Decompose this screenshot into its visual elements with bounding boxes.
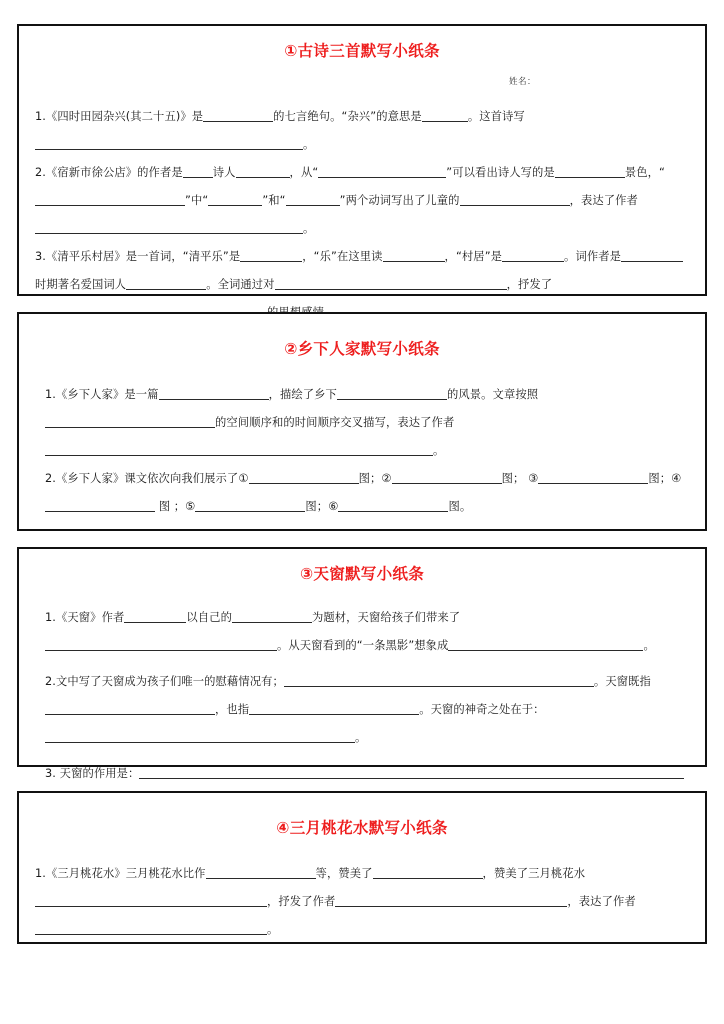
fill-in-blank[interactable] xyxy=(183,165,213,178)
question-text-run: 1.《乡下人家》是一篇 xyxy=(45,387,159,401)
fill-in-blank[interactable] xyxy=(422,109,468,122)
question-text-run: 。 xyxy=(643,638,655,652)
fill-in-blank[interactable] xyxy=(460,193,570,206)
question-s1-q2 xyxy=(19,159,705,243)
fill-in-blank[interactable] xyxy=(206,866,316,879)
question-text-run: 。全词通过对 xyxy=(206,277,275,291)
question-text-run: 2.《宿新市徐公店》的作者是 xyxy=(35,165,183,179)
fill-in-blank[interactable] xyxy=(232,610,312,623)
section-1-title: ①古诗三首默写小纸条 xyxy=(284,42,440,60)
fill-in-blank[interactable] xyxy=(236,165,290,178)
question-text-run: 为题材，天窗给孩子们带来了 xyxy=(311,610,461,624)
question-text-run: ，从“ xyxy=(289,165,319,179)
fill-in-blank[interactable] xyxy=(621,249,683,262)
fill-in-blank[interactable] xyxy=(35,894,267,907)
question-text-run: 。 xyxy=(267,922,279,936)
question-text-run: ，“村居”是 xyxy=(444,249,503,263)
question-text-run: 。 xyxy=(355,730,367,744)
question-text-run: 图 ；⑤ xyxy=(155,499,196,513)
name-field-label: 姓名： xyxy=(509,76,537,87)
fill-in-blank[interactable] xyxy=(208,193,262,206)
question-text-run: 的时间顺序交叉描写，表达了作者 xyxy=(283,415,455,429)
question-text-run: 的空间顺序和 xyxy=(215,415,284,429)
fill-in-blank[interactable] xyxy=(35,137,303,150)
question-text-run: 图；④ xyxy=(648,471,682,485)
question-text-run: ，抒发了 xyxy=(506,277,553,291)
section-4-questions xyxy=(19,860,705,944)
fill-in-blank[interactable] xyxy=(318,165,446,178)
question-text-run: ”和“ xyxy=(262,193,286,207)
section-4-title: ④三月桃花水默写小纸条 xyxy=(276,819,448,837)
fill-in-blank[interactable] xyxy=(373,866,483,879)
section-3-questions xyxy=(19,604,705,816)
question-text-run: 诗人 xyxy=(212,165,236,179)
fill-in-blank[interactable] xyxy=(383,249,445,262)
question-text-run: 1.《三月桃花水》三月桃花水比作 xyxy=(35,866,206,880)
question-text-run: 。从天窗看到的“一条黑影”想象成 xyxy=(277,638,449,652)
question-text-run: 。这首诗写 xyxy=(467,109,525,123)
question-text-run: ，也指 xyxy=(215,702,250,716)
question-s2-q2 xyxy=(19,465,705,521)
question-text-run: ，描绘了乡下 xyxy=(268,387,337,401)
question-text-run: 。 xyxy=(303,137,315,151)
fill-in-blank[interactable] xyxy=(35,221,303,234)
question-text-run: 。 xyxy=(433,443,445,457)
question-text-run: ，“乐”在这里读 xyxy=(302,249,383,263)
fill-in-blank[interactable] xyxy=(45,730,355,743)
question-text-run: 1.《天窗》作者 xyxy=(45,610,125,624)
question-s2-q1 xyxy=(19,381,705,465)
question-text-run: ”两个动词写出了儿童的 xyxy=(339,193,460,207)
fill-in-blank[interactable] xyxy=(45,638,277,651)
fill-in-blank[interactable] xyxy=(124,610,186,623)
question-text-run: 。天窗的神奇之处在于： xyxy=(419,702,545,716)
question-text-run: ”中“ xyxy=(185,193,209,207)
question-text-run: ，抒发了作者 xyxy=(267,894,336,908)
question-s1-q1 xyxy=(19,103,705,159)
spacer xyxy=(19,752,705,760)
fill-in-blank[interactable] xyxy=(275,277,507,290)
question-text-run: 景色，“ xyxy=(624,165,665,179)
fill-in-blank[interactable] xyxy=(555,165,625,178)
question-text-run: 时期著名爱国词人 xyxy=(35,277,127,291)
question-text-run: 图。 xyxy=(448,499,472,513)
fill-in-blank[interactable] xyxy=(139,766,684,779)
section-box-2 xyxy=(17,312,707,531)
question-text-run: 2.文中写了天窗成为孩子们唯一的慰藉情况有； xyxy=(45,674,284,688)
fill-in-blank[interactable] xyxy=(126,277,206,290)
section-box-4 xyxy=(17,791,707,944)
fill-in-blank[interactable] xyxy=(240,249,302,262)
fill-in-blank[interactable] xyxy=(159,387,269,400)
section-box-1 xyxy=(17,24,707,296)
question-text-run: 图； ③ xyxy=(501,471,539,485)
fill-in-blank[interactable] xyxy=(338,499,448,512)
question-text-run: 以自己的 xyxy=(186,610,232,624)
question-text-run: 1.《四时田园杂兴(其二十五)》是 xyxy=(35,109,204,123)
question-text-run: ，表达了作者 xyxy=(567,894,636,908)
spacer xyxy=(19,660,705,668)
fill-in-blank[interactable] xyxy=(195,499,305,512)
fill-in-blank[interactable] xyxy=(284,674,594,687)
question-text-run: 。天窗既指 xyxy=(593,674,651,688)
question-text-run: 的风景。文章按照 xyxy=(446,387,539,401)
section-1-questions xyxy=(19,103,705,327)
fill-in-blank[interactable] xyxy=(286,193,340,206)
question-text-run: 2.《乡下人家》课文依次向我们展示了① xyxy=(45,471,249,485)
question-text-run: 图；⑥ xyxy=(305,499,339,513)
fill-in-blank[interactable] xyxy=(45,443,433,456)
question-text-run: ”可以看出诗人写的是 xyxy=(446,165,555,179)
fill-in-blank[interactable] xyxy=(502,249,564,262)
section-3-title: ③天窗默写小纸条 xyxy=(299,565,425,583)
question-text-run: ，表达了作者 xyxy=(569,193,638,207)
fill-in-blank[interactable] xyxy=(35,922,267,935)
section-2-questions xyxy=(19,381,705,521)
fill-in-blank[interactable] xyxy=(392,471,502,484)
question-text-run: 。词作者是 xyxy=(564,249,622,263)
question-text-run: ，赞美了三月桃花水 xyxy=(482,866,586,880)
fill-in-blank[interactable] xyxy=(203,109,273,122)
fill-in-blank[interactable] xyxy=(538,471,648,484)
fill-in-blank[interactable] xyxy=(45,702,215,715)
section-box-3 xyxy=(17,547,707,780)
fill-in-blank[interactable] xyxy=(45,499,155,512)
question-text-run: 的七言绝句。“杂兴”的意思是 xyxy=(273,109,422,123)
question-text-run: 图；② xyxy=(358,471,392,485)
fill-in-blank[interactable] xyxy=(448,638,643,651)
fill-in-blank[interactable] xyxy=(249,471,359,484)
question-s4-q1 xyxy=(19,860,705,944)
question-text-run: 。 xyxy=(303,221,315,235)
fill-in-blank[interactable] xyxy=(337,387,447,400)
section-2-title: ②乡下人家默写小纸条 xyxy=(284,340,440,358)
question-text-run: 等，赞美了 xyxy=(315,866,373,880)
question-text-run: 3.《清平乐村居》是一首词，“清平乐”是 xyxy=(35,249,241,263)
fill-in-blank[interactable] xyxy=(335,894,567,907)
question-s3-q1 xyxy=(19,604,705,660)
fill-in-blank[interactable] xyxy=(35,193,185,206)
question-text-run: 3. 天窗的作用是： xyxy=(45,766,140,780)
fill-in-blank[interactable] xyxy=(249,702,419,715)
fill-in-blank[interactable] xyxy=(45,415,215,428)
question-s3-q2 xyxy=(19,668,705,752)
